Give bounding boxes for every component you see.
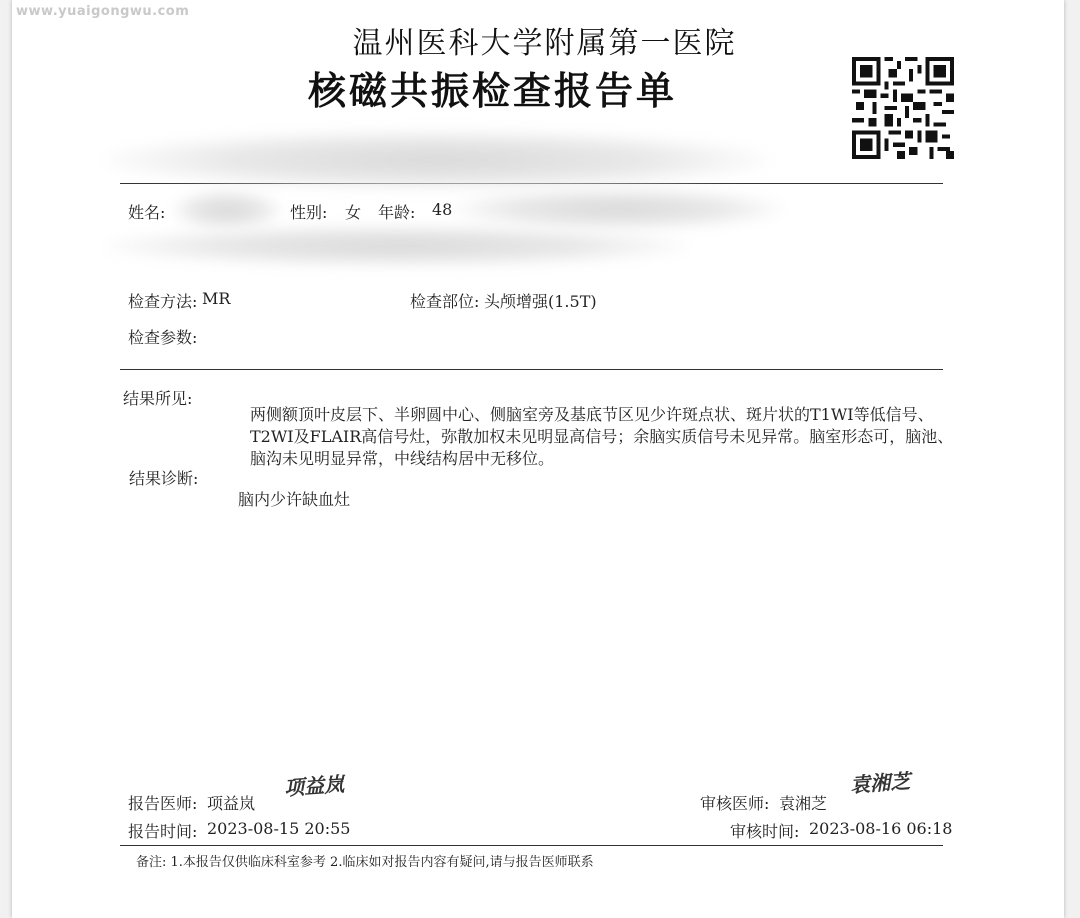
site-label: 检查部位:: [410, 292, 480, 311]
sex-label: 性别:: [290, 203, 328, 222]
report-doctor-label: 报告医师:: [128, 794, 198, 813]
age-value: 48: [432, 200, 453, 219]
age-label: 年龄:: [378, 203, 416, 222]
report-time-label: 报告时间:: [128, 822, 198, 841]
findings-text: 两侧额顶叶皮层下、半卵圆中心、侧脑室旁及基底节区见少许斑点状、斑片状的T1WI等低信号、T2WI及FLAIR高信号灶，弥散加权未见明显高信号；余脑实质信号未见异常。脑室形态可，脑池、脑沟未见明显异常，中线结构居中无移位。: [250, 405, 954, 468]
report-doctor-signature: 项益岚: [283, 771, 345, 801]
diagnosis-label: 结果诊断:: [129, 469, 199, 488]
redaction-blur: [107, 130, 767, 190]
redaction-blur: [172, 190, 282, 230]
exam-divider: [120, 369, 943, 370]
redaction-blur: [107, 225, 687, 267]
method-label: 检查方法:: [128, 292, 198, 311]
params-label: 检查参数:: [128, 328, 198, 347]
review-time-label: 审核时间:: [730, 822, 800, 841]
report-doctor-name: 项益岚: [207, 794, 256, 813]
review-time-value: 2023-08-16 06:18: [809, 819, 953, 838]
report-page: [12, 0, 1064, 918]
footer-notes: 备注: 1.本报告仅供临床科室参考 2.临床如对报告内容有疑问,请与报告医师联系: [136, 855, 594, 870]
redaction-blur: [452, 188, 782, 230]
review-doctor-label: 审核医师:: [700, 794, 770, 813]
footer-divider: [120, 845, 943, 846]
findings-label: 结果所见:: [123, 389, 193, 408]
watermark: www.yuaigongwu.com: [16, 4, 190, 19]
name-label: 姓名:: [128, 203, 166, 222]
diagnosis-text: 脑内少许缺血灶: [238, 490, 351, 509]
report-time-value: 2023-08-15 20:55: [207, 819, 351, 838]
method-value: MR: [202, 289, 231, 308]
sex-value: 女: [345, 203, 362, 222]
report-title: 核磁共振检查报告单: [308, 68, 678, 113]
site-value: 头颅增强(1.5T): [484, 292, 597, 311]
review-doctor-signature: 袁湘芝: [849, 768, 911, 798]
hospital-name: 温州医科大学附属第一医院: [352, 26, 737, 61]
qr-code-icon: [852, 57, 954, 159]
review-doctor-name: 袁湘芝: [779, 794, 828, 813]
